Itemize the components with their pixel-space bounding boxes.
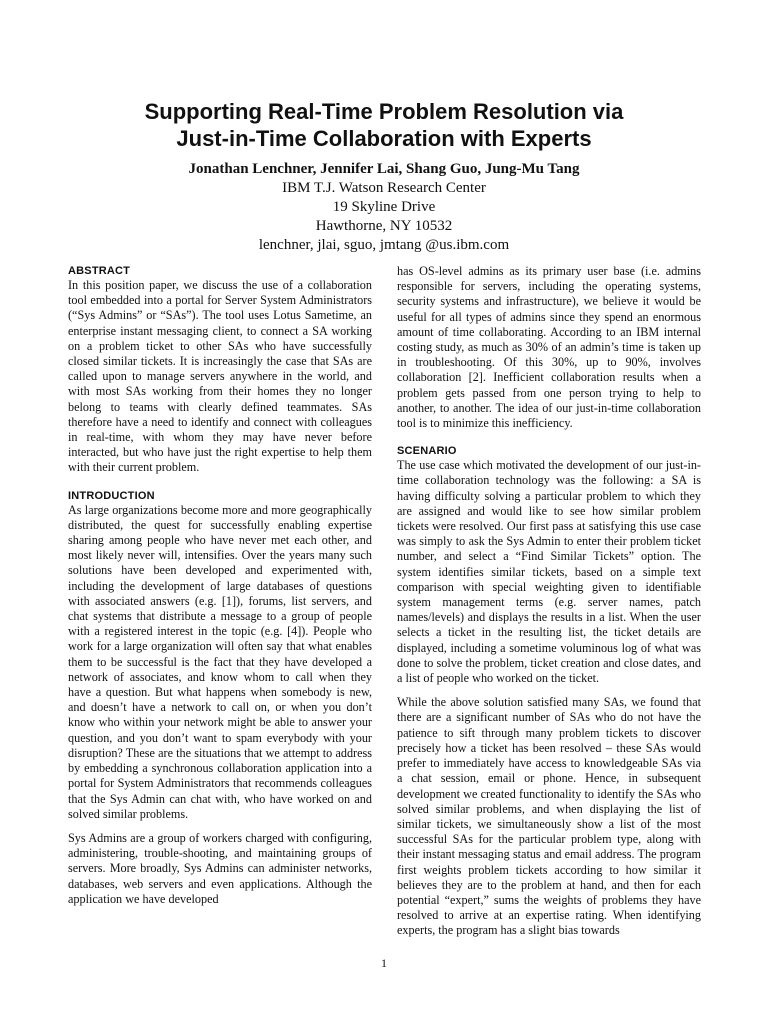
author-street: 19 Skyline Drive: [332, 199, 436, 215]
introduction-heading: INTRODUCTION: [68, 489, 155, 502]
scenario-heading: SCENARIO: [397, 445, 457, 458]
paper-title: [60, 98, 708, 152]
left-column: [68, 264, 372, 916]
title-line-1: Supporting Real-Time Problem Resolution via: [144, 99, 624, 124]
title-line-2: Just-in-Time Collaboration with Experts: [176, 126, 592, 151]
abstract-paragraph: In this position paper, we discuss the use of a collaboration tool embedded into a portal for Server System Administrators (“Sys Admins” or “SAs”). The tool uses Lotus Sametime, an enterprise instant messaging client, to connect a SA working on a problem ticket to other SAs who have successfully closed similar tickets. It is increasingly the case that SAs are called upon to manage servers anywhere in the world, and with most SAs working from their homes they no longer belong to teams with clearly defined teammates. SAs therefore have a need to identify and connect with colleagues in real-time, with whom they may have never before interacted, but who have just the right expertise to help them with their current problem.: [68, 278, 372, 475]
author-emails: lenchner, jlai, sguo, jmtang @us.ibm.com: [258, 237, 510, 253]
introduction-paragraph-1: As large organizations become more and more geographically distributed, the quest for successfully enabling expertise sharing among people who have never met each other, and most likely never will, intensifies. Over the years many such solutions have been developed and experimented with, including the development of large databases of questions with associated answers (e.g. [1]), forums, list servers, and chat systems that distribute a message to a group of people with a registered interest in the topic (e.g. [4]). People who work for a large organization will often say that what enables them to be successful is the fact that they have developed a network of associates, and know whom to call when they have a question. But what happens when somebody is new, and doesn’t have a network to call on, or when you don’t know who within your network might be able to answer your question, and you don’t want to spam everybody with your disruption? These are the situations that we attempt to address by embedding a synchronous collaboration application into a portal for System Administrators that recommends colleagues that the Sys Admin can chat with, who have worked on and solved similar problems.: [68, 502, 372, 821]
author-affiliation: IBM T.J. Watson Research Center: [282, 180, 486, 196]
scenario-paragraph-2: While the above solution satisfied many SAs, we found that there are a significant number of SAs who do not have the patience to sift through many problem tickets to discover precisely how a ticket has been resolved – these SAs would prefer to immediately have access to knowledgeable SAs via a chat session, email or phone. Hence, in subsequent development we created functionality to identify the SAs who solved similar problems, and when displaying the list of similar tickets, we simultaneously show a list of the most successful SAs for the particular problem type, along with their instant messaging status and email address. The program first weights problem tickets according to how similar it believes they are to the problem at hand, and then for each potential “expert,” sums the weights of problems they have resolved to arrive at an expertise rating. When identifying experts, the program has a slight bias towards: [397, 695, 701, 938]
author-block: [60, 160, 708, 255]
abstract-heading: ABSTRACT: [68, 265, 131, 277]
introduction-paragraph-2-continued: has OS-level admins as its primary user base (i.e. admins responsible for servers, including the operating systems, security systems and infrastructure), we believe it would be useful for all types of admins since they spend an enormous amount of time collaborating. According to an IBM internal costing study, as much as 30% of an admin’s time is taken up in troubleshooting. Of this 30%, up to 90%, involves collaboration [2]. Inefficient collaboration results when a problem gets passed from one person trying to help to another, to another. The idea of our just-in-time collaboration tool is to minimize this inefficiency.: [397, 264, 701, 431]
introduction-paragraph-2: Sys Admins are a group of workers charged with configuring, administering, trouble-shooting, and maintaining groups of servers. More broadly, Sys Admins can administer networks, databases, web servers and even applications. Although the application we have developed: [68, 830, 372, 906]
author-names: Jonathan Lenchner, Jennifer Lai, Shang Guo, Jung-Mu Tang: [188, 161, 580, 177]
scenario-paragraph-1: The use case which motivated the development of our just-in-time collaboration technology was the following: a SA is having difficulty solving a particular problem to which they are assigned and would like to see how similar problem tickets were resolved. Our first pass at satisfying this use case was simply to ask the Sys Admin to enter their problem ticket number, and select a “Find Similar Tickets” option. The system identifies similar tickets, based on a simple text comparison with special weighting given to identifiable system management terms (e.g. server names, patch names/levels) and displays the results in a list. When the user selects a ticket in the resulting list, the ticket details are displayed, including a sometime voluminous log of what was done to solve the problem, ticket creation and close dates, and a list of people who worked on the ticket.: [397, 458, 701, 686]
page-number: 1: [381, 956, 387, 970]
right-column: [397, 264, 701, 948]
author-city: Hawthorne, NY 10532: [315, 218, 453, 234]
